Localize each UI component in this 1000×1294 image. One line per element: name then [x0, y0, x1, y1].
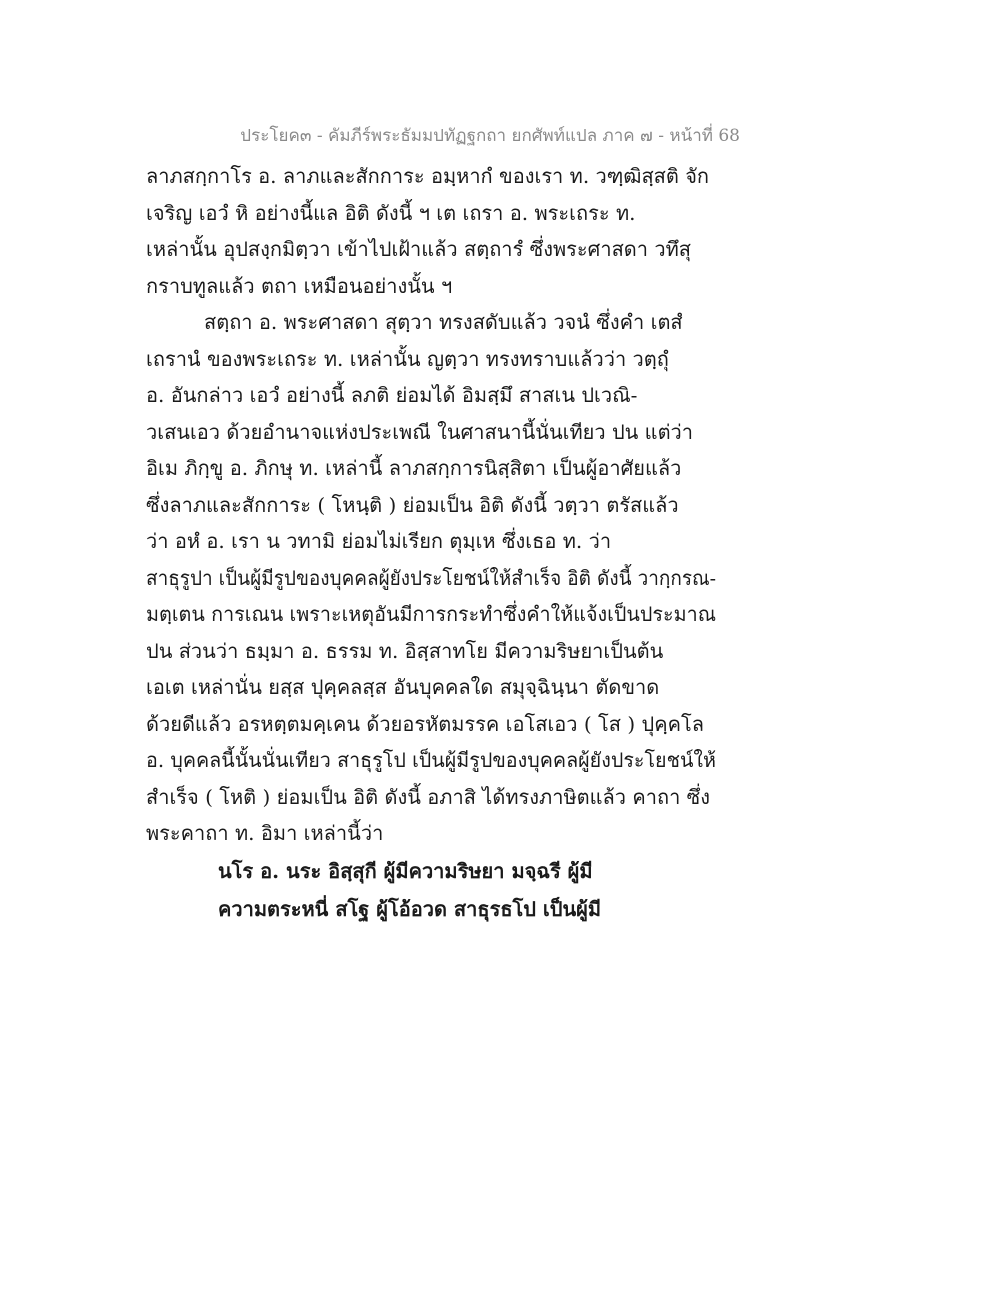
body-text: [146, 158, 716, 928]
text-line: ว่า อหํ อ. เรา น วทามิ ย่อมไม่เรียก ตุมฺเห ซึ่งเธอ ท. ว่า: [146, 529, 612, 553]
verse-line: นโร อ. นระ อิสฺสุกี ผู้มีความริษยา มจฺฉรี ผู้มี: [218, 858, 593, 883]
text-line: ด้วยดีแล้ว อรหตฺตมคฺเคน ด้วยอรหัตมรรค เอโสเอว ( โส ) ปุคฺคโล: [146, 711, 704, 736]
text-line: สำเร็จ ( โหติ ) ย่อมเป็น อิติ ดังนี้ อภาสิ ได้ทรงภาษิตแล้ว คาถา ซึ่ง: [146, 784, 710, 809]
text-line: ปน ส่วนว่า ธมฺมา อ. ธรรม ท. อิสฺสาทโย มีความริษยาเป็นต้น: [146, 638, 664, 663]
text-line: มตฺเตน การเณน เพราะเหตุอันมีการกระทำซึ่งคำให้แจ้งเป็นประมาณ: [146, 602, 716, 626]
text-line: ลาภสกฺกาโร อ. ลาภและสักการะ อมฺหากํ ของเรา ท. วฑฺฒิสฺสติ จัก: [146, 164, 710, 188]
text-line: อ. อันกล่าว เอวํ อย่างนี้ ลภติ ย่อมได้ อิมสฺมึ สาสเน ปเวณิ-: [146, 383, 638, 407]
text-line: อิเม ภิกฺขู อ. ภิกษุ ท. เหล่านี้ ลาภสกฺการนิสฺสิตา เป็นผู้อาศัยแล้ว: [146, 456, 682, 480]
text-line: กราบทูลแล้ว ตถา เหมือนอย่างนั้น ฯ: [146, 273, 453, 298]
text-line: เหล่านั้น อุปสงฺกมิตฺวา เข้าไปเฝ้าแล้ว สตฺถารํ ซึ่งพระศาสดา วทึสุ: [146, 237, 691, 261]
text-line: ซึ่งลาภและสักการะ ( โหนฺติ ) ย่อมเป็น อิติ ดังนี้ วตฺวา ตรัสแล้ว: [146, 492, 679, 517]
text-line: พระคาถา ท. อิมา เหล่านี้ว่า: [146, 821, 384, 845]
paragraph-start-line: สตฺถา อ. พระศาสดา สุตฺวา ทรงสดับแล้ว วจนํ ซึ่งคำ เตสํ: [204, 310, 683, 334]
verse-line: ความตระหนี่ สโฐ ผู้โอ้อวด สาธุรธโป เป็นผู้มี: [218, 896, 602, 921]
text-line: เอเต เหล่านั่น ยสฺส ปุคฺคลสฺส อันบุคคลใด สมุจฺฉินฺนา ตัดขาด: [146, 675, 660, 699]
text-line: อ. บุคคลนี้นั้นนั่นเทียว สาธุรูโป เป็นผู้มีรูปของบุคคลผู้ยังประโยชน์ให้: [146, 748, 716, 772]
text-line: เจริญ เอวํ หิ อย่างนี้แล อิติ ดังนี้ ฯ เต เถรา อ. พระเถระ ท.: [146, 200, 636, 225]
text-line: วเสนเอว ด้วยอำนาจแห่งประเพณี ในศาสนานี้นั่นเทียว ปน แต่ว่า: [146, 419, 694, 444]
text-line: สาธุรูปา เป็นผู้มีรูปของบุคคลผู้ยังประโยชน์ให้สำเร็จ อิติ ดังนี้ วากฺกรณ-: [146, 565, 716, 590]
text-line: เถรานํ ของพระเถระ ท. เหล่านั้น ญตฺวา ทรงทราบแล้วว่า วตฺถุํ: [146, 346, 669, 371]
running-header: ประโยค๓ - คัมภีร์พระธัมมปทัฏฐกถา ยกศัพท์แปล ภาค ๗ - หน้าที่ 68: [240, 126, 740, 146]
